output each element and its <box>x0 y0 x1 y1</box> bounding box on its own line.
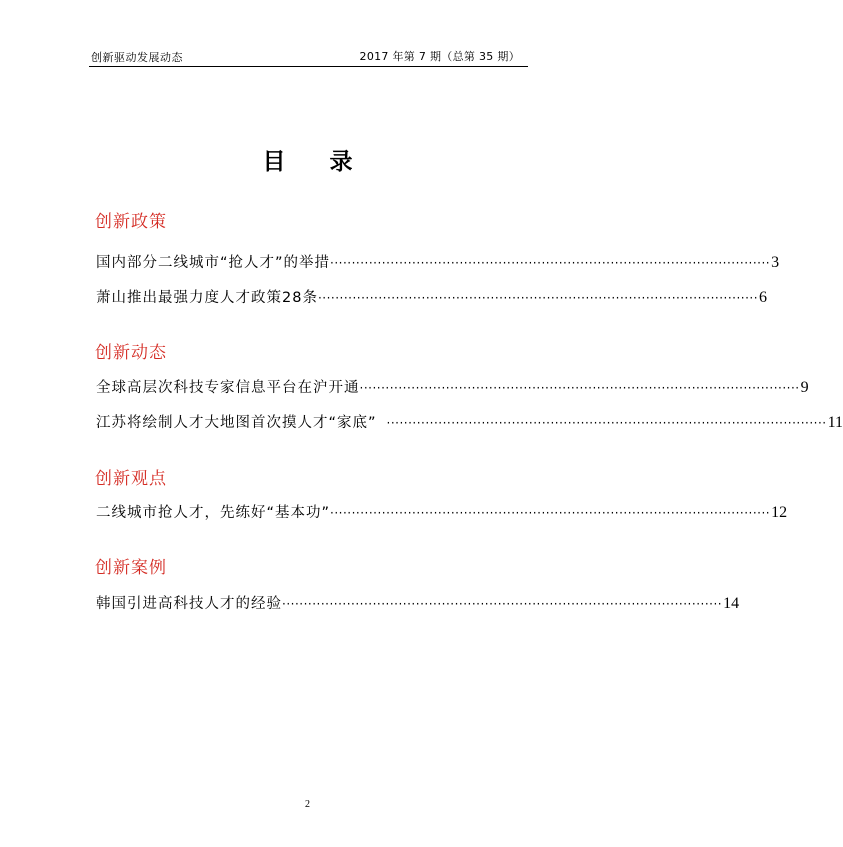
toc-entry-title: 萧山推出最强力度人才政策28条 <box>96 290 318 306</box>
dot-leader: ······································································································ <box>317 291 759 305</box>
section-heading-cases: 创新案例 <box>95 558 167 578</box>
toc-entry-title: 国内部分二线城市“抢人才”的举措 <box>96 255 331 271</box>
toc-entry-page: 9 <box>800 379 809 396</box>
page-title: 目 录 <box>262 149 371 175</box>
publication-name: 创新驱动发展动态 <box>91 51 183 64</box>
dot-leader: ······································································································ <box>359 381 800 395</box>
issue-info: 2017 年第 7 期（总第 35 期） <box>359 50 520 63</box>
toc-entry[interactable] <box>96 593 740 615</box>
dot-leader: ······································································································ <box>386 416 827 430</box>
page-header <box>89 45 528 65</box>
header-divider <box>89 66 528 67</box>
dot-leader: ······································································································ <box>330 506 771 520</box>
section-heading-dynamics: 创新动态 <box>95 343 167 363</box>
dot-leader: ······································································································ <box>282 597 723 611</box>
toc-entry-page: 14 <box>723 595 740 612</box>
toc-entry-title: 江苏将绘制人才大地图首次摸人才“家底” <box>96 415 377 431</box>
toc-entry-page: 12 <box>771 504 788 521</box>
toc-entry[interactable] <box>96 252 780 274</box>
toc-entry-title: 全球高层次科技专家信息平台在沪开通 <box>96 380 360 396</box>
section-heading-viewpoints: 创新观点 <box>95 469 167 489</box>
section-heading-policy: 创新政策 <box>95 212 167 232</box>
toc-entry[interactable] <box>96 377 809 399</box>
dot-leader: ······································································································ <box>330 256 771 270</box>
toc-entry[interactable] <box>96 287 768 309</box>
page-number: 2 <box>305 799 310 810</box>
toc-entry[interactable] <box>96 412 843 434</box>
toc-entry-page: 3 <box>771 254 780 271</box>
toc-entry[interactable] <box>96 502 788 524</box>
toc-entry-title: 韩国引进高科技人才的经验 <box>96 596 282 612</box>
toc-entry-page: 6 <box>759 289 768 306</box>
toc-entry-page: 11 <box>827 414 843 431</box>
toc-entry-title: 二线城市抢人才，先练好“基本功” <box>96 505 331 521</box>
